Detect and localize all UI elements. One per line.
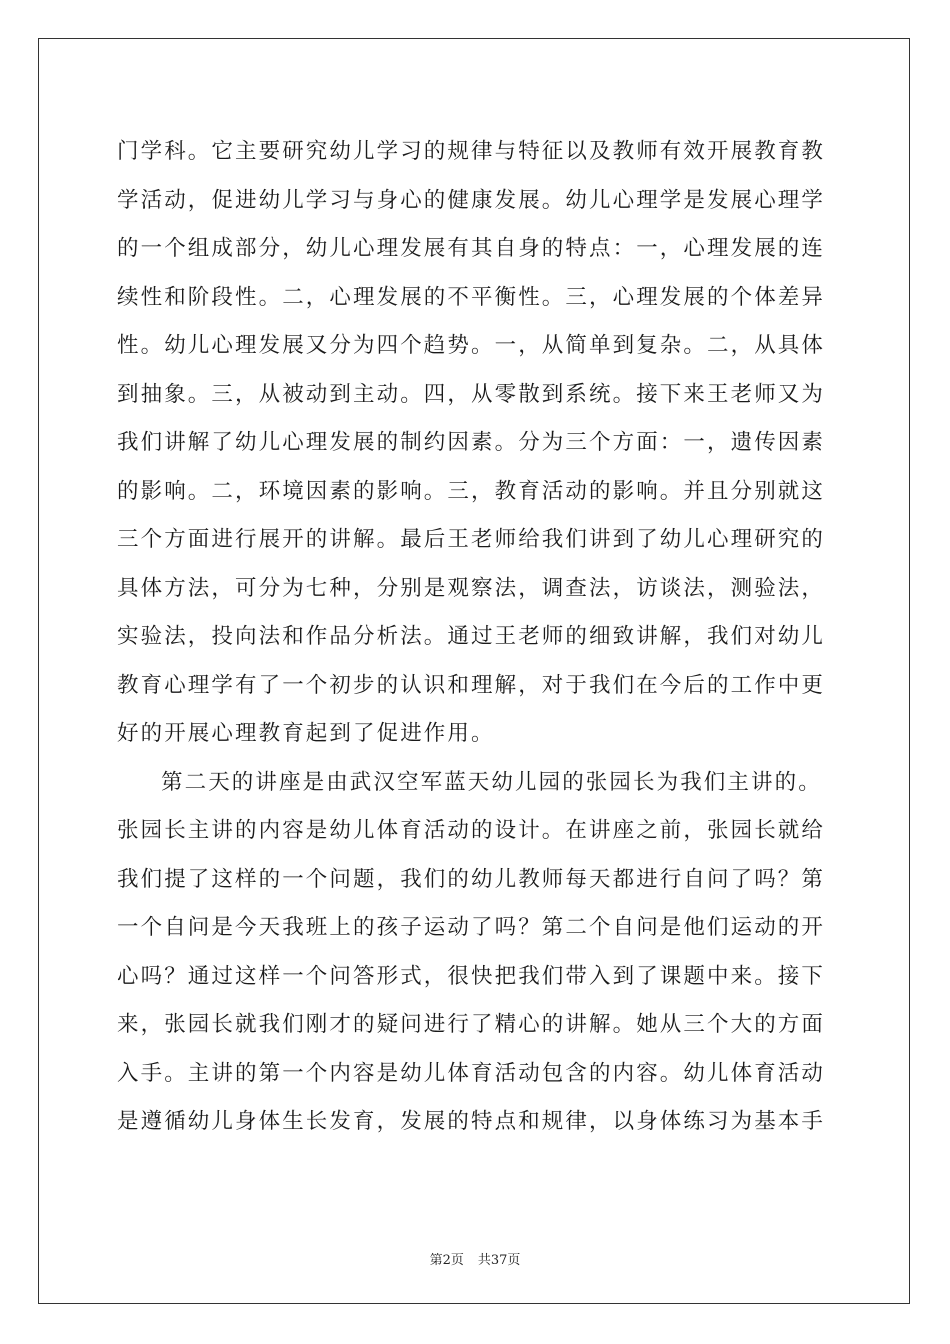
text-line: 到抽象。三，从被动到主动。四，从零散到系统。接下来王老师又为 xyxy=(117,381,826,407)
text-line: 续性和阶段性。二，心理发展的不平衡性。三，心理发展的个体差异 xyxy=(117,284,826,310)
text-line: 我们提了这样的一个问题，我们的幼儿教师每天都进行自问了吗？第 xyxy=(117,866,826,892)
text-line: 具体方法，可分为七种，分别是观察法，调查法，访谈法，测验法， xyxy=(117,575,826,601)
text-line: 心吗？通过这样一个问答形式，很快把我们带入到了课题中来。接下 xyxy=(117,963,826,989)
text-line: 的影响。二，环境因素的影响。三，教育活动的影响。并且分别就这 xyxy=(117,478,826,504)
page-total: 共37页 xyxy=(477,1253,521,1268)
page-number: 第2页 xyxy=(429,1253,464,1268)
document-body xyxy=(117,128,837,1147)
page-footer xyxy=(0,1249,950,1268)
text-line: 第二天的讲座是由武汉空军蓝天幼儿园的张园长为我们主讲的。 xyxy=(161,769,822,795)
text-line: 我们讲解了幼儿心理发展的制约因素。分为三个方面：一，遗传因素 xyxy=(117,430,826,455)
text-line: 入手。主讲的第一个内容是幼儿体育活动包含的内容。幼儿体育活动 xyxy=(117,1060,826,1086)
text-line: 是遵循幼儿身体生长发育，发展的特点和规律，以身体练习为基本手 xyxy=(117,1109,826,1134)
text-line: 教育心理学有了一个初步的认识和理解，对于我们在今后的工作中更 xyxy=(117,672,826,698)
text-line: 学活动，促进幼儿学习与身心的健康发展。幼儿心理学是发展心理学 xyxy=(117,187,826,213)
text-line: 来，张园长就我们刚才的疑问进行了精心的讲解。她从三个大的方面 xyxy=(117,1012,826,1037)
text-line: 一个自问是今天我班上的孩子运动了吗？第二个自问是他们运动的开 xyxy=(117,915,826,940)
text-line: 实验法，投向法和作品分析法。通过王老师的细致讲解，我们对幼儿 xyxy=(117,624,826,649)
text-line: 的一个组成部分，幼儿心理发展有其自身的特点：一，心理发展的连 xyxy=(117,236,826,261)
text-line: 好的开展心理教育起到了促进作用。 xyxy=(117,721,495,746)
text-line: 三个方面进行展开的讲解。最后王老师给我们讲到了幼儿心理研究的 xyxy=(117,527,826,552)
text-line: 张园长主讲的内容是幼儿体育活动的设计。在讲座之前，张园长就给 xyxy=(117,818,826,843)
text-line: 性。幼儿心理发展又分为四个趋势。一，从简单到复杂。二，从具体 xyxy=(117,333,826,358)
text-line: 门学科。它主要研究幼儿学习的规律与特征以及教师有效开展教育教 xyxy=(117,139,826,164)
